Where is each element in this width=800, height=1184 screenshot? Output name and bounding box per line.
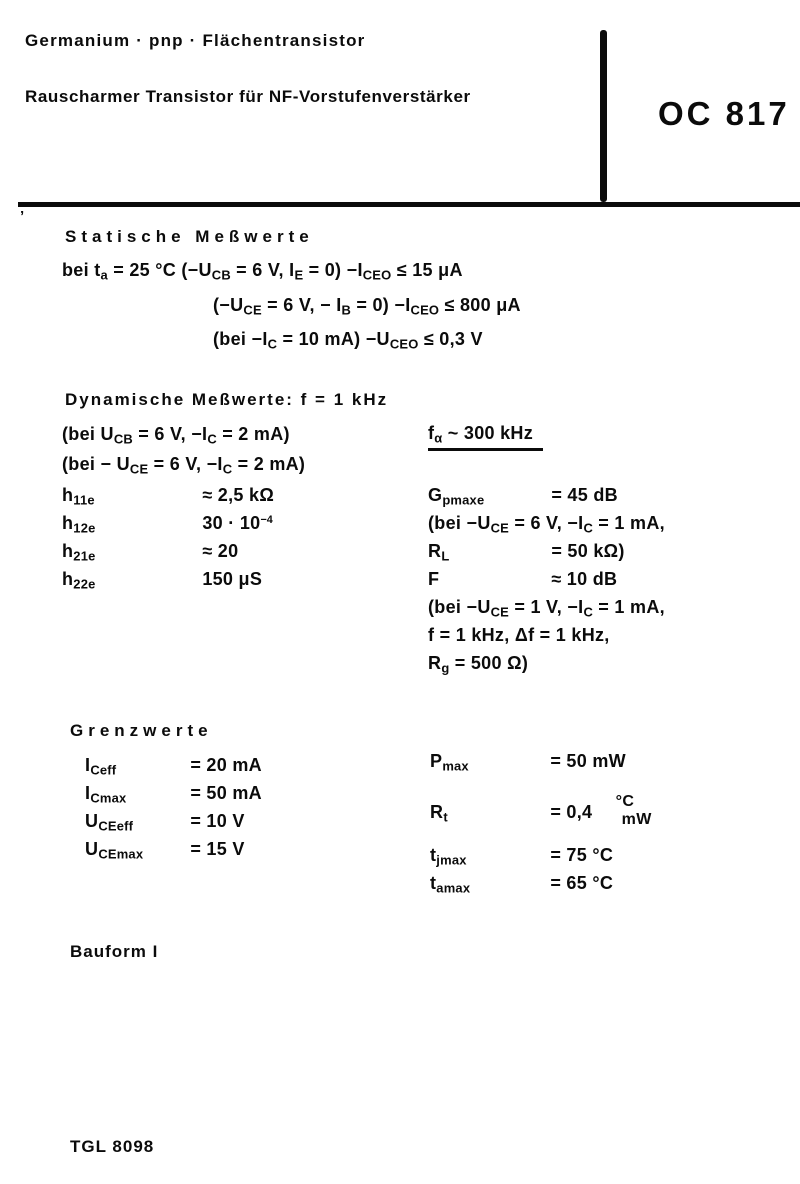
dynamic-condition-2: (bei − UCE = 6 V, −IC = 2 mA) [62,454,306,477]
h11e-row [62,486,274,507]
h11e-label: h11e [62,485,95,508]
static-line-1: bei ta = 25 °C (−UCB = 6 V, IE = 0) −ICEO ≤ 15 μA [62,260,463,283]
h21e-value: ≈ 20 [202,541,239,561]
cutoff-frequency-text: fα ~ 300 kHz [428,423,543,451]
tamax-value: = 65 °C [550,873,614,893]
standard-reference: TGL 8098 [70,1137,155,1156]
dynamic-condition-1: (bei UCB = 6 V, −IC = 2 mA) [62,424,290,447]
h22e-row [62,570,262,591]
h12e-label: h12e [62,513,96,536]
thermal-resistance-label: Rt [430,802,448,825]
h21e-row [62,542,238,563]
static-section-title: Statische Meßwerte [65,227,314,246]
noise-condition-3: Rg = 500 Ω) [428,653,529,676]
pmax-value: = 50 mW [550,751,626,771]
pmax-row [430,752,626,773]
gpmax-condition: (bei −UCE = 6 V, −IC = 1 mA, [428,513,665,536]
thermal-unit-top: °C [615,793,635,810]
h11e-value: ≈ 2,5 kΩ [202,485,275,505]
thermal-resistance-value: = 0,4 [550,802,593,823]
h22e-value: 150 μS [202,569,263,589]
rl-label: RL [428,541,450,564]
rl-value: = 50 kΩ) [551,541,625,561]
tjmax-value: = 75 °C [550,845,614,865]
page-subtitle: Rauscharmer Transistor für NF-Vorstufenverstärker [25,87,471,106]
noise-condition-1: (bei −UCE = 1 V, −IC = 1 mA, [428,597,665,620]
tjmax-row [430,846,613,867]
h21e-label: h21e [62,541,96,564]
thermal-resistance-unit [604,793,652,830]
icmax-value: = 50 mA [190,783,262,803]
static-line-2: (−UCE = 6 V, − IB = 0) −ICEO ≤ 800 μA [213,295,521,318]
uceeff-row [85,812,245,833]
bauform-note: Bauform I [70,942,159,961]
tamax-row [430,874,613,895]
noise-figure-value: ≈ 10 dB [551,569,618,589]
h12e-value: $30 \cdot 10^{-4}$ [202,513,273,533]
part-number: OC 817 [658,95,790,132]
thermal-resistance-row [430,795,652,832]
icmax-label: ICmax [85,783,127,806]
noise-figure-row [428,570,617,588]
noise-condition-2: f = 1 kHz, Δf = 1 kHz, [428,625,610,645]
uceeff-label: UCEeff [85,811,134,834]
thermal-unit-bottom: mW [621,811,652,829]
dynamic-section-title: Dynamische Meßwerte: f = 1 kHz [65,390,389,409]
tamax-label: tamax [430,873,471,896]
pmax-label: Pmax [430,751,469,774]
ucemax-value: = 15 V [190,839,245,859]
header-divider-bar [600,30,607,202]
iceff-row [85,756,262,777]
gpmax-row [428,486,618,507]
h22e-label: h22e [62,569,96,592]
static-line-3: (bei −IC = 10 mA) −UCEO ≤ 0,3 V [213,329,483,352]
gpmax-value: = 45 dB [551,485,618,505]
limits-section-title: Grenzwerte [70,721,213,740]
uceeff-value: = 10 V [190,811,245,831]
ucemax-label: UCEmax [85,839,144,862]
gpmax-label: Gpmaxe [428,485,485,508]
ucemax-row [85,840,245,861]
iceff-label: ICeff [85,755,117,778]
noise-figure-label: F [428,569,440,589]
iceff-value: = 20 mA [190,755,262,775]
scan-artifact-comma: ’ [20,208,25,225]
header-rule [18,202,800,207]
h12e-row [62,514,273,535]
page-title: Germanium · pnp · Flächentransistor [25,31,366,50]
tjmax-label: tjmax [430,845,467,868]
icmax-row [85,784,262,805]
cutoff-frequency [428,424,543,445]
rl-row [428,542,625,563]
